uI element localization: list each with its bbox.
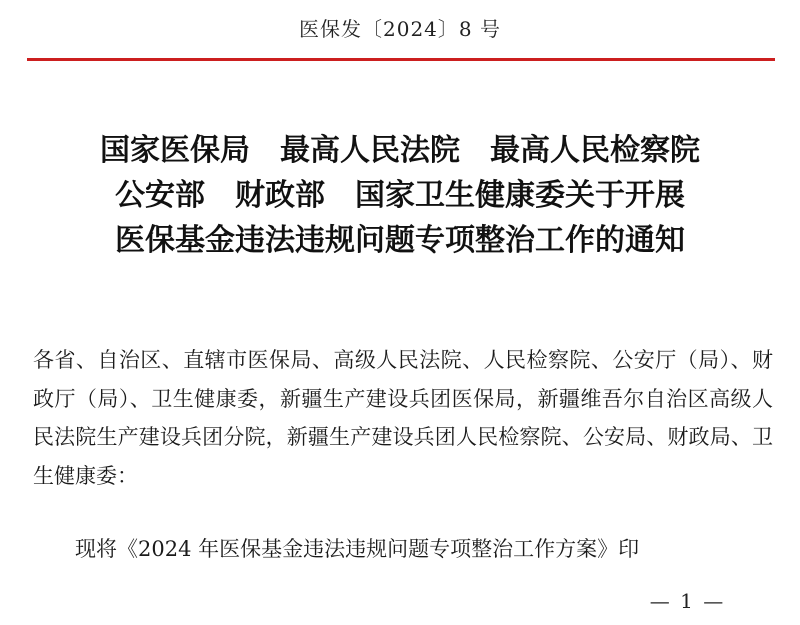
addressee-list: 各省、自治区、直辖市医保局、高级人民法院、人民检察院、公安厅（局）、财政厅（局）、卫生健康委，新疆生产建设兵团医保局，新疆维吾尔自治区高级人民法院生产建设兵团分院，新疆生产建设兵团人民检察院、公安局、财政局、卫生健康委： — [33, 348, 773, 488]
page-number: — 1 — — [649, 589, 726, 613]
title-line-1: 国家医保局 最高人民法院 最高人民检察院 — [100, 133, 700, 168]
title-line-2: 公安部 财政部 国家卫生健康委关于开展 — [115, 178, 685, 213]
document-number: 医保发〔2024〕8 号 — [299, 17, 501, 41]
document-title — [0, 128, 800, 263]
red-separator-line — [27, 58, 775, 61]
title-line-3: 医保基金违法违规问题专项整治工作的通知 — [115, 223, 685, 258]
body-paragraph: 现将《2024 年医保基金违法违规问题专项整治工作方案》印 — [75, 537, 640, 561]
